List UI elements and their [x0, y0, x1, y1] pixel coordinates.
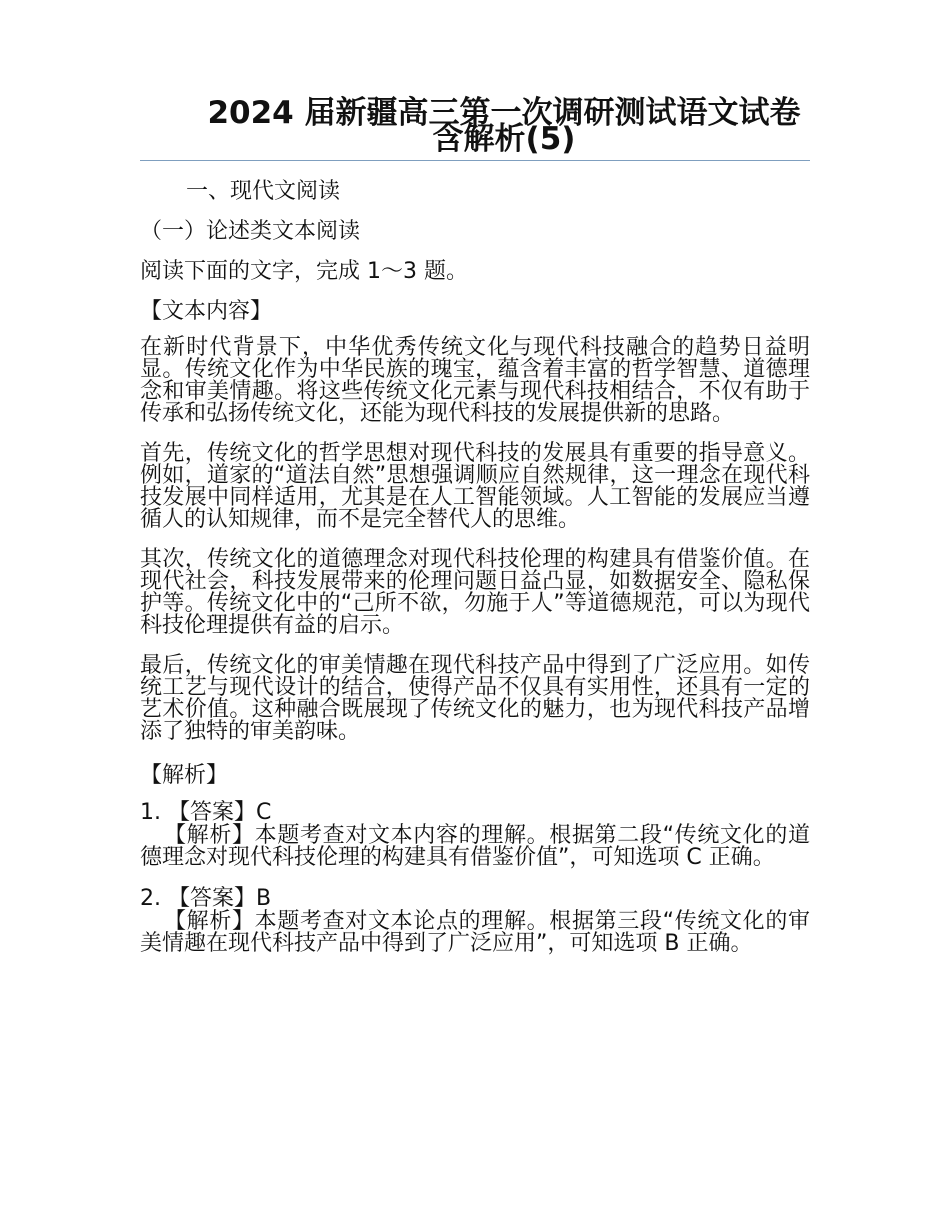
subsection-heading: （一）论述类文本阅读 [140, 219, 361, 244]
answer-line: 1. 【答案】C [140, 800, 272, 825]
answer-explanation: 【解析】本题考查对文本内容的理解。根据第二段“传统文化的道德理念对现代科技伦理的构建具有借鉴价值”，可知选项 C 正确。 [140, 823, 810, 870]
body-paragraph-4: 最后，传统文化的审美情趣在现代科技产品中得到了广泛应用。如传统工艺与现代设计的结合，使得产品不仅具有实用性，还具有一定的艺术价值。这种融合既展现了传统文化的魅力，也为现代科技产品增添了独特的审美韵味。 [140, 653, 810, 744]
analysis-label: 【解析】 [140, 763, 229, 788]
text-content-label: 【文本内容】 [140, 299, 273, 324]
reading-instruction: 阅读下面的文字，完成 1～3 题。 [140, 259, 468, 284]
body-paragraph-2: 首先，传统文化的哲学思想对现代科技的发展具有重要的指导意义。例如，道家的“道法自然”思想强调顺应自然规律，这一理念在现代科技发展中同样适用，尤其是在人工智能领域。人工智能的发展应当遵循人的认知规律，而不是完全替代人的思维。 [140, 441, 810, 532]
answer-explanation: 【解析】本题考查对文本论点的理解。根据第三段“传统文化的审美情趣在现代科技产品中得到了广泛应用”，可知选项 B 正确。 [140, 909, 810, 956]
answer-item-1 [140, 801, 810, 869]
title-divider [140, 160, 810, 161]
body-paragraph-1: 在新时代背景下，中华优秀传统文化与现代科技融合的趋势日益明显。传统文化作为中华民族的瑰宝，蕴含着丰富的哲学智慧、道德理念和审美情趣。将这些传统文化元素与现代科技相结合，不仅有助于传承和弘扬传统文化，还能为现代科技的发展提供新的思路。 [140, 335, 810, 426]
document-title: 2024 届新疆高三第一次调研测试语文试卷含解析(5) [207, 95, 801, 157]
answer-line: 2. 【答案】B [140, 886, 272, 911]
document-page [140, 95, 810, 973]
section-heading: 一、现代文阅读 [186, 179, 341, 204]
body-paragraph-3: 其次，传统文化的道德理念对现代科技伦理的构建具有借鉴价值。在现代社会，科技发展带来的伦理问题日益凸显，如数据安全、隐私保护等。传统文化中的“己所不欲，勿施于人”等道德规范，可以为现代科技伦理提供有益的启示。 [140, 547, 810, 638]
answer-item-2 [140, 887, 810, 955]
